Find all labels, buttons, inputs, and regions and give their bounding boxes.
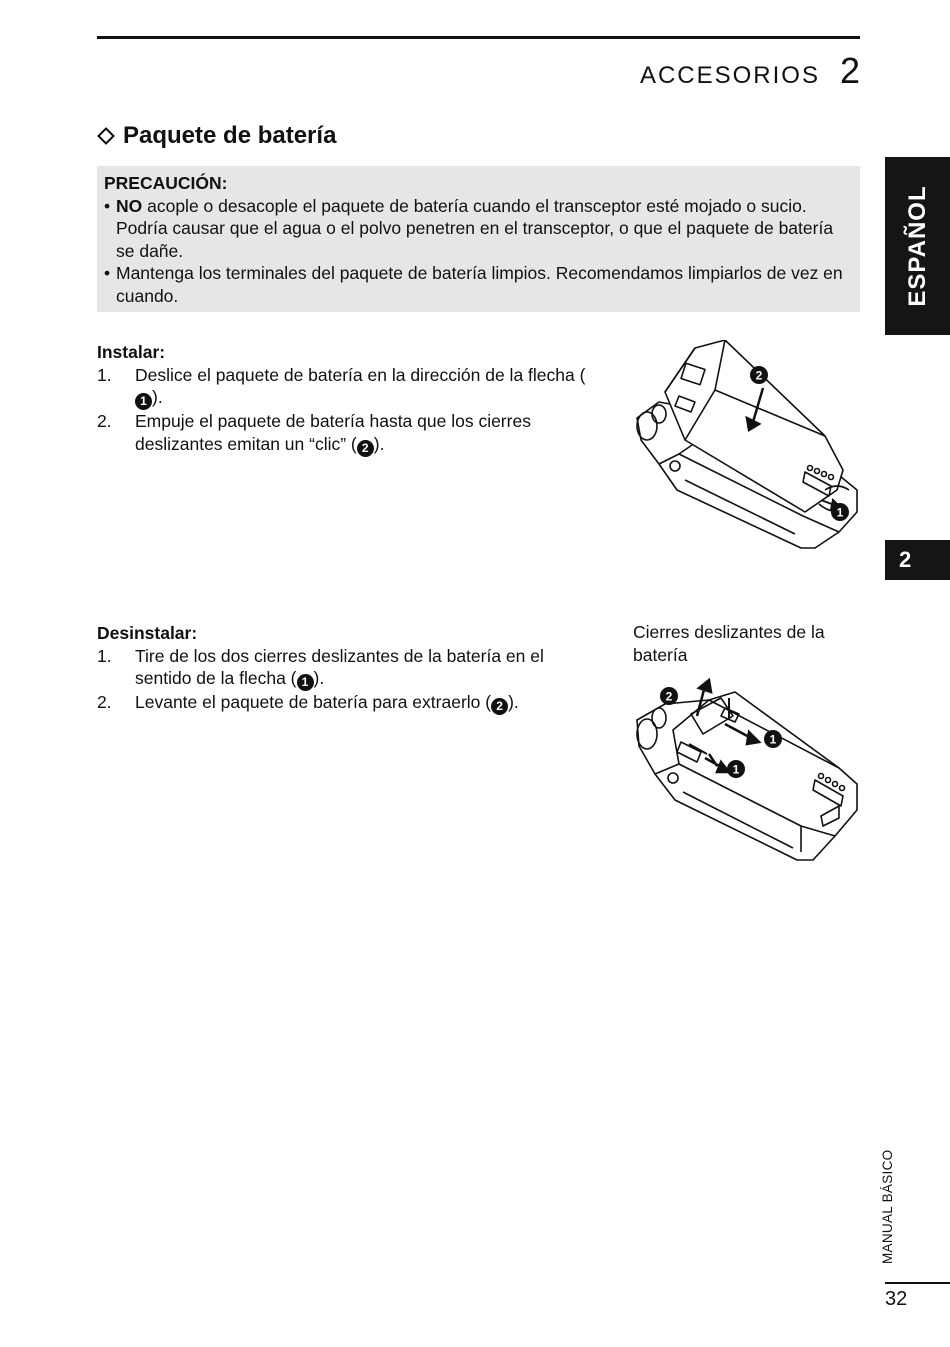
uninstall-title: Desinstalar:: [97, 623, 198, 643]
caution-text: Mantenga los terminales del paquete de batería limpios. Recomendamos limpiarlos de vez en cuando.: [116, 263, 843, 306]
uninstall-step: [97, 645, 597, 692]
install-instructions: [97, 341, 597, 457]
chapter-header: [640, 50, 860, 92]
uninstall-step: [97, 691, 597, 715]
uninstall-instructions: [97, 622, 597, 715]
step-text: Empuje el paquete de batería hasta que los cierres deslizantes emitan un “clic” (: [135, 411, 531, 454]
hollow-diamond-icon: [97, 127, 115, 145]
footer-rule: [885, 1282, 950, 1284]
step-marker: 2: [357, 440, 374, 457]
step-text: Levante el paquete de batería para extraerlo (: [135, 692, 492, 712]
illustration-caption: Cierres deslizantes de la batería: [633, 622, 825, 665]
caution-bullet: [104, 262, 848, 307]
bullet-symbol: •: [104, 263, 111, 283]
illustration-marker-label: 2: [755, 368, 763, 383]
step-number: 2.: [97, 411, 112, 431]
manual-label: MANUAL BÁSICO: [880, 1149, 895, 1264]
header-rule: [97, 36, 860, 39]
illustration-marker-label: 1: [769, 732, 777, 747]
step-text: Tire de los dos cierres deslizantes de la batería en el sentido de la flecha (: [135, 645, 544, 688]
step-marker: 1: [297, 674, 314, 691]
language-tab-label: ESPAÑOL: [903, 185, 931, 307]
page-number: 32: [885, 1288, 908, 1310]
step-number: 1.: [97, 364, 112, 385]
illustration-marker-label: 1: [836, 505, 844, 520]
section-heading: [97, 122, 336, 150]
caution-title: PRECAUCIÓN:: [104, 173, 228, 193]
section-title: Paquete de batería: [123, 122, 337, 149]
battery-uninstall-illustration: [625, 676, 865, 866]
install-step: [97, 364, 597, 411]
bullet-symbol: •: [104, 195, 111, 216]
illustration-marker-label: 2: [665, 689, 673, 704]
caution-text: acople o desacople el paquete de batería cuando el transceptor esté mojado o sucio. Podría causar que el agua o el polvo penetren en el transceptor, o que el paquete de batería se dañe.: [116, 195, 834, 261]
chapter-tab: 2: [885, 540, 950, 580]
step-marker: 1: [135, 393, 152, 410]
install-step: [97, 410, 597, 457]
language-tab: [885, 157, 950, 335]
install-title: Instalar:: [97, 342, 166, 362]
step-text-end: ).: [313, 668, 325, 688]
step-text-end: ).: [373, 433, 385, 454]
chapter-number: 2: [839, 50, 860, 91]
step-text-end: ).: [152, 387, 163, 407]
caution-emphasis: NO: [116, 195, 143, 216]
battery-install-illustration: [625, 340, 865, 560]
caution-bullet: [104, 195, 848, 263]
step-text: Deslice el paquete de batería en la dirección de la flecha (: [135, 364, 586, 385]
chapter-title: ACCESORIOS: [639, 62, 820, 89]
step-number: 2.: [97, 692, 112, 712]
step-text-end: ).: [508, 692, 519, 712]
step-number: 1.: [97, 645, 112, 666]
step-marker: 2: [491, 698, 508, 715]
caution-box: [97, 166, 860, 312]
illustration-marker-label: 1: [732, 762, 740, 777]
